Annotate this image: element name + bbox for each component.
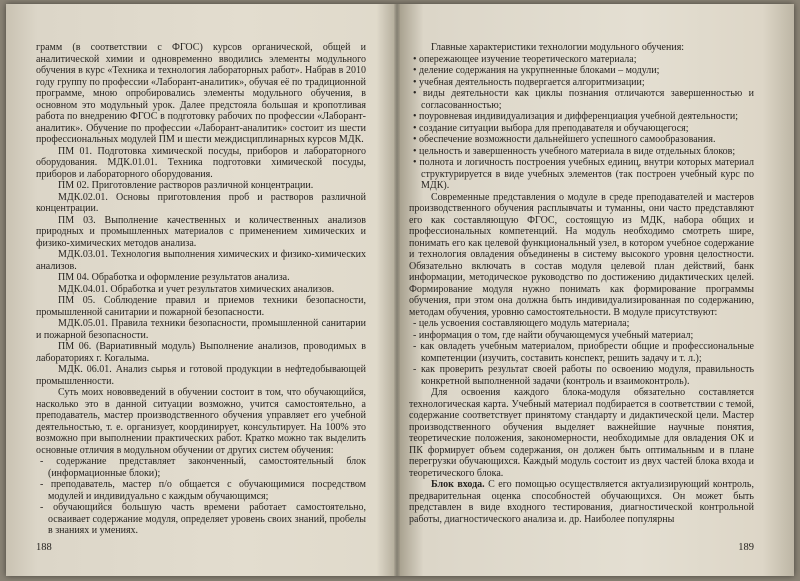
left-paragraph: ПМ 03. Выполнение качественных и количественных анализов природных и промышленных материалов с применением химических и физико-химических методов анализа. xyxy=(36,214,366,249)
block-entry-heading: Блок входа. xyxy=(431,479,485,490)
left-paragraph: - преподаватель, мастер п/о общается с обучающимися посредством модулей и индивидуально с каждым обучающимся; xyxy=(40,479,366,502)
left-paragraph: ПМ 02. Приготовление растворов различной концентрации. xyxy=(58,180,314,191)
right-paragraph: • полнота и логичность построения учебных единиц, внутри которых материал структурируется в виде учебных элементов (так построен учебный курс по МДК). xyxy=(413,157,754,191)
left-paragraph: МДК.04.01. Обработка и учет результатов химических анализов. xyxy=(58,283,335,295)
left-paragraph: МДК.02.01. Основы приготовления проб и растворов различной концентрации. xyxy=(36,191,366,214)
right-paragraph: • поуровневая индивидуализация и дифференциация учебной деятельности; xyxy=(413,111,738,122)
right-paragraph-block-entry xyxy=(409,479,754,525)
block-entry-text: С его помощью осуществляется актуализирующий контроль, предварительная оценка способностей обучающихся. Он может быть представлен в виде входного тестирования, диагностической контрольной работы, диагностического анализа и. др. Наиболее популярны xyxy=(409,479,754,525)
right-paragraph: - цель усвоения составляющего модуль материала; xyxy=(413,318,630,329)
right-page-number: 189 xyxy=(738,542,754,553)
right-paragraph: • создание ситуации выбора для преподавателя и обучающегося; xyxy=(413,122,689,134)
left-paragraph: ПМ 04. Обработка и оформление результатов анализа. xyxy=(58,272,290,283)
book-spread xyxy=(6,4,794,576)
right-paragraph: • опережающее изучение теоретического материала; xyxy=(413,53,637,65)
left-paragraph: ПМ 06. (Вариативный модуль) Выполнение анализов, проводимых в лабораториях г. Когалыма. xyxy=(36,341,366,364)
right-paragraph: - как овладеть учебным материалом, приобрести общие и профессиональные компетенции (изучить, составить конспект, решить задачу и т. л.); xyxy=(413,341,754,364)
left-page-text xyxy=(36,42,366,537)
left-paragraph: - обучающийся большую часть времени работает самостоятельно, осваивает содержание модуля, определяет уровень своих знаний, пробелы в знаниях и умениях. xyxy=(40,502,366,536)
right-paragraph: Для освоения каждого блока-модуля обязательно составляется технологическая карта. Учебный материал подбирается в соответствии с темой, содержание соответствует принятому стандарту и дидактической цели. Мастер производственного обучения выделяет важнейшие научные понятия, теоретические положения, закономерности, необходимые для овладения ОК и ПК формирует объем содержания, он должен быть оптимальным и в плане перегрузки обучающихся. Каждый модуль состоит из двух частей блока входа и теоретического блока. xyxy=(409,387,754,479)
right-paragraph: • цельность и завершенность учебного материала в виде отдельных блоков; xyxy=(413,145,736,157)
left-paragraph: - содержание представляет законченный, самостоятельный блок (информационные блоки); xyxy=(40,456,366,479)
right-paragraph: - как проверить результат своей работы по освоению модуля, правильность конкретной выполненной задачи (контроль и взаимоконтроль). xyxy=(413,364,754,387)
right-paragraph: Современные представления о модуле в среде преподавателей и мастеров производственного обучения расплывчаты и туманны, они часто представляют его как составляющую ФГОС, состоящую из МДК, набора общих и профессиональных компетенций. На модуль необходимо смотреть шире, понимать его как целевой функциональный узел, в котором учебное содержание и технология овладения объединены в систему высокого уровня целостности. Обязательно включать в состав модуля целевой план действий, банк информации, методическое руководство по достижению дидактических целей. Формирование модуля нужно понимать как формирование программы обучения, при этом она должна быть индивидуализированная по содержанию, методам обучения, уровню самостоятельности. В модуле присутствуют: xyxy=(409,191,754,318)
left-paragraph: ПМ 01. Подготовка химической посуды, приборов и лабораторного оборудования. МДК.01.01. Техника подготовки химической посуды, приборов и лабораторного оборудования. xyxy=(36,145,366,180)
left-paragraph: Суть моих нововведений в обучении состоит в том, что обучающийся, насколько это в данной ситуации возможно, учится самостоятельно, а преподаватель, мастер производственного обучения управляет его учебной деятельностью, т. е. организует, координирует, консультирует. На 100% это возможно при выполнении практических работ. Кратко можно так выделить основные отличия в модульном обучении от других систем обучения: xyxy=(36,387,366,456)
right-paragraph: • деление содержания на укрупненные блоками – модули; xyxy=(413,65,660,76)
right-paragraph: • виды деятельности как циклы познания отличаются завершенностью и согласованностью; xyxy=(413,88,754,111)
left-paragraph: МДК. 06.01. Анализ сырья и готовой продукции в нефтедобывающей промышленности. xyxy=(36,364,366,387)
book-gutter xyxy=(394,4,400,576)
right-paragraph: • обеспечение возможности дальнейшего успешного самообразования. xyxy=(413,134,716,145)
right-paragraph: • учебная деятельность подвергается алгоритмизации; xyxy=(413,76,645,88)
right-page xyxy=(409,4,754,576)
left-page xyxy=(36,4,366,576)
right-page-text xyxy=(409,42,754,525)
left-page-number: 188 xyxy=(36,542,52,553)
right-paragraph: Главные характеристики технологии модульного обучения: xyxy=(431,42,685,53)
left-paragraph: ПМ 05. Соблюдение правил и приемов техники безопасности, промышленной санитарии и пожарной безопасности. xyxy=(36,295,366,318)
left-paragraph: грамм (в соответствии с ФГОС) курсов органической, общей и аналитической химии и одновременно вводились элементы модульного обучения в курс «Техника и технология лабораторных работ». Набрав в 2010 году группу по профессии «Лаборант-аналитик», обучая её по традиционной программе, мною опробировались элементы модульного обучения, в основном это модульный урок. Далее предстояла большая и кропотливая работа по внедрению ФГОС в подготовку рабочих по профессии «Лаборант-аналитик». Обучение по профессии «Лаборант-аналитик» состоит из шести профессиональных модулей ПМ и шести междисциплинарных курсов МДК. xyxy=(36,42,366,145)
left-paragraph: МДК.05.01. Правила техники безопасности, промышленной санитарии и пожарной безопасности. xyxy=(36,318,366,341)
right-paragraph: - информация о том, где найти обучающемуся учебный материал; xyxy=(413,329,694,341)
left-paragraph: МДК.03.01. Технология выполнения химических и физико-химических анализов. xyxy=(36,249,366,272)
